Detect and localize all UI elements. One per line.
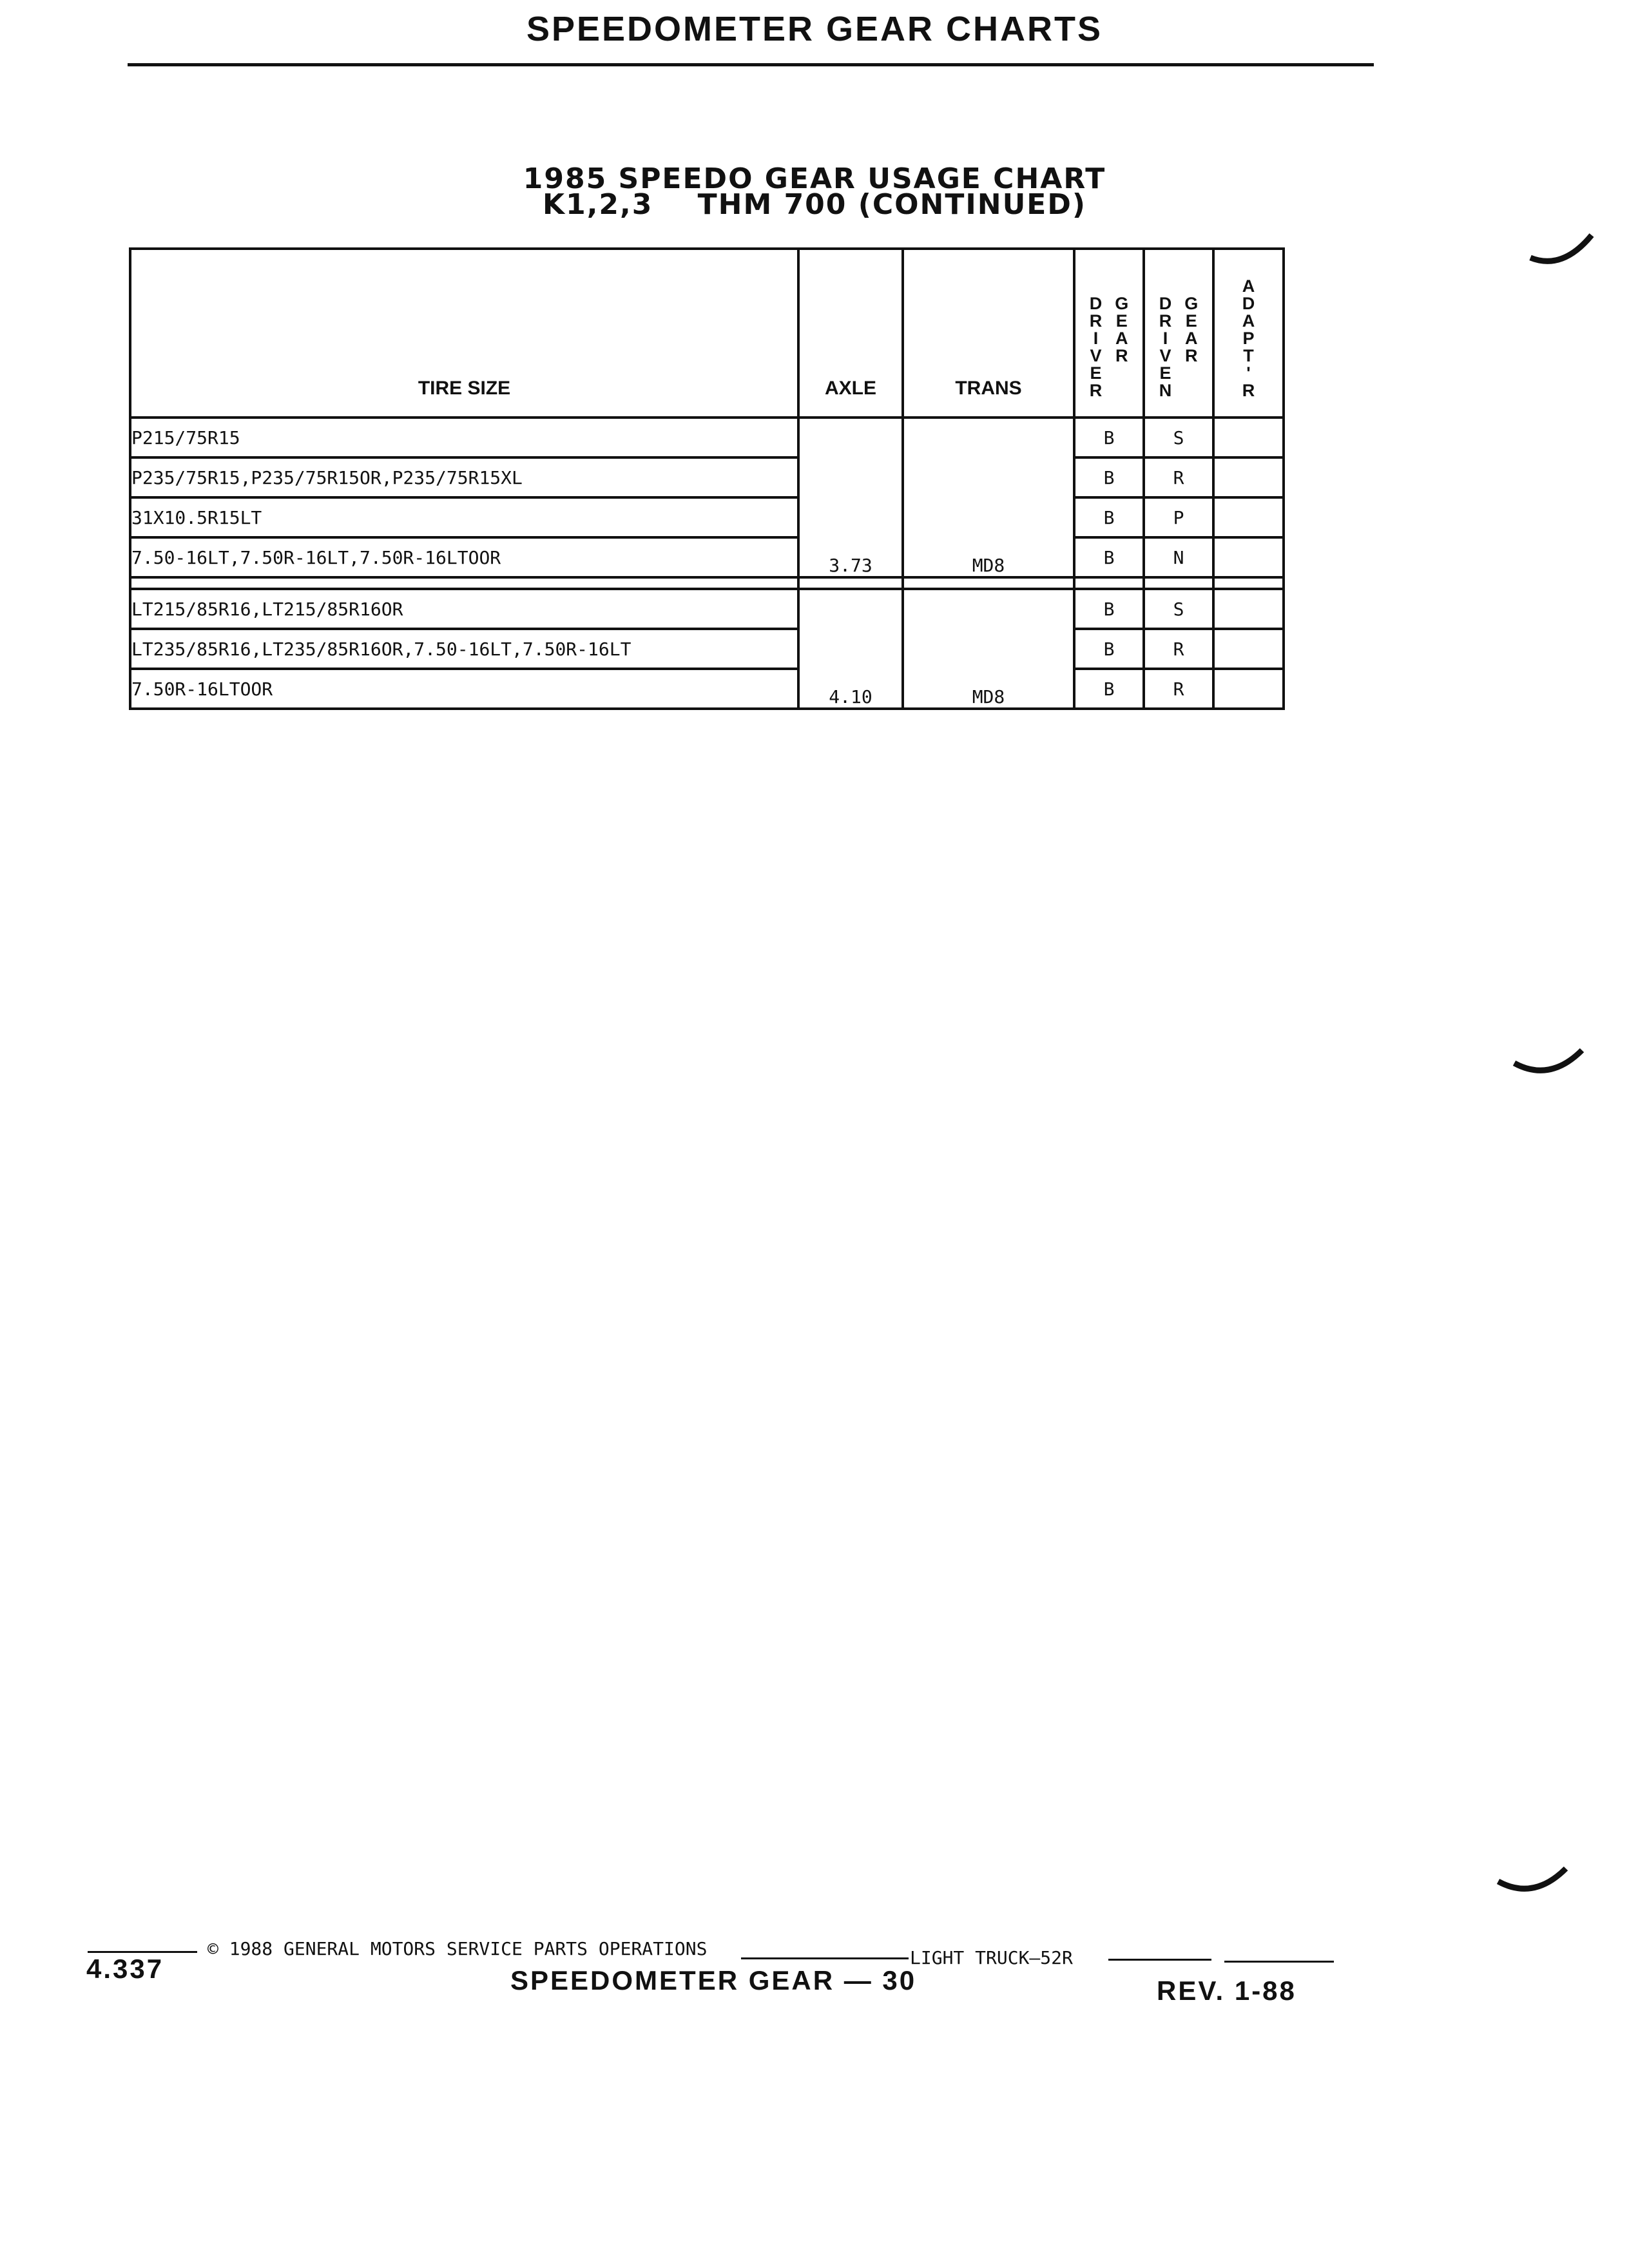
drive-gear-cell: B [1074, 589, 1144, 629]
driven-gear-cell: P [1144, 497, 1213, 537]
group-separator [130, 577, 1284, 589]
table-row [130, 589, 1284, 629]
table-row [130, 457, 1284, 497]
binder-mark [1495, 1856, 1572, 1901]
header-tire-size: TIRE SIZE [130, 249, 798, 418]
trans-cell: MD8 [903, 418, 1074, 577]
header-driven-gear [1144, 249, 1213, 418]
adapter-cell [1213, 497, 1284, 537]
adapter-cell [1213, 537, 1284, 577]
tire-size-cell: P215/75R15 [130, 418, 798, 457]
adapter-cell [1213, 457, 1284, 497]
drive-gear-cell: B [1074, 537, 1144, 577]
separator-cell [903, 577, 1074, 589]
driven-gear-cell: R [1144, 669, 1213, 709]
footer-rule [741, 1957, 909, 1959]
adapter-cell [1213, 589, 1284, 629]
table-row [130, 497, 1284, 537]
driven-gear-cell: R [1144, 457, 1213, 497]
driven-gear-cell: N [1144, 537, 1213, 577]
tire-size-cell: 31X10.5R15LT [130, 497, 798, 537]
adapter-cell [1213, 669, 1284, 709]
header-trans: TRANS [903, 249, 1074, 418]
tire-size-cell: P235/75R15,P235/75R15OR,P235/75R15XL [130, 457, 798, 497]
chart-title-line1: 1985 SPEEDO GEAR USAGE CHART [523, 162, 1106, 195]
binder-mark [1511, 1037, 1588, 1082]
header-drive-word: D R I V E R [1089, 294, 1103, 400]
adapter-cell [1213, 418, 1284, 457]
footer-copyright: © 1988 GENERAL MOTORS SERVICE PARTS OPERATIONS [207, 1938, 708, 1959]
footer-revision: REV. 1-88 [1157, 1975, 1296, 2006]
chart-title-line2: K1,2,3 THM 700 (CONTINUED) [542, 188, 1086, 221]
drive-gear-cell: B [1074, 629, 1144, 669]
header-adapter-word: A D A P T ' R [1242, 276, 1255, 400]
trans-cell: MD8 [903, 589, 1074, 709]
table-row [130, 669, 1284, 709]
adapter-cell [1213, 629, 1284, 669]
driven-gear-cell: R [1144, 629, 1213, 669]
drive-gear-cell: B [1074, 457, 1144, 497]
separator-cell [1074, 577, 1144, 589]
header-adapter [1213, 249, 1284, 418]
header-axle: AXLE [798, 249, 903, 418]
page-title: SPEEDOMETER GEAR CHARTS [526, 10, 1103, 48]
separator-cell [1213, 577, 1284, 589]
footer-rule [1108, 1959, 1211, 1961]
tire-size-cell: LT235/85R16,LT235/85R16OR,7.50-16LT,7.50R-16LT [130, 629, 798, 669]
binder-mark [1527, 226, 1598, 271]
separator-cell [798, 577, 903, 589]
header-gear-word: G E A R [1184, 294, 1199, 365]
header-gear-word: G E A R [1115, 294, 1129, 365]
table-header-row [130, 249, 1284, 418]
drive-gear-cell: B [1074, 669, 1144, 709]
footer-section: SPEEDOMETER GEAR — 30 [510, 1965, 917, 1995]
axle-cell: 3.73 [798, 418, 903, 577]
separator-cell [1144, 577, 1213, 589]
speedo-gear-table [129, 247, 1285, 710]
tire-size-cell: LT215/85R16,LT215/85R16OR [130, 589, 798, 629]
footer-rule [1224, 1961, 1334, 1963]
drive-gear-cell: B [1074, 497, 1144, 537]
footer-page-number: 4.337 [86, 1954, 164, 1984]
header-drive-gear [1074, 249, 1144, 418]
table-row [130, 537, 1284, 577]
axle-cell: 4.10 [798, 589, 903, 709]
driven-gear-cell: S [1144, 418, 1213, 457]
footer-series: LIGHT TRUCK—52R [910, 1947, 1073, 1968]
footer-rule [88, 1951, 197, 1953]
table-row [130, 418, 1284, 457]
table-row [130, 629, 1284, 669]
driven-gear-cell: S [1144, 589, 1213, 629]
header-rule [128, 63, 1374, 66]
header-driven-word: D R I V E N [1159, 294, 1172, 400]
tire-size-cell: 7.50-16LT,7.50R-16LT,7.50R-16LTOOR [130, 537, 798, 577]
tire-size-cell: 7.50R-16LTOOR [130, 669, 798, 709]
separator-cell [130, 577, 798, 589]
drive-gear-cell: B [1074, 418, 1144, 457]
